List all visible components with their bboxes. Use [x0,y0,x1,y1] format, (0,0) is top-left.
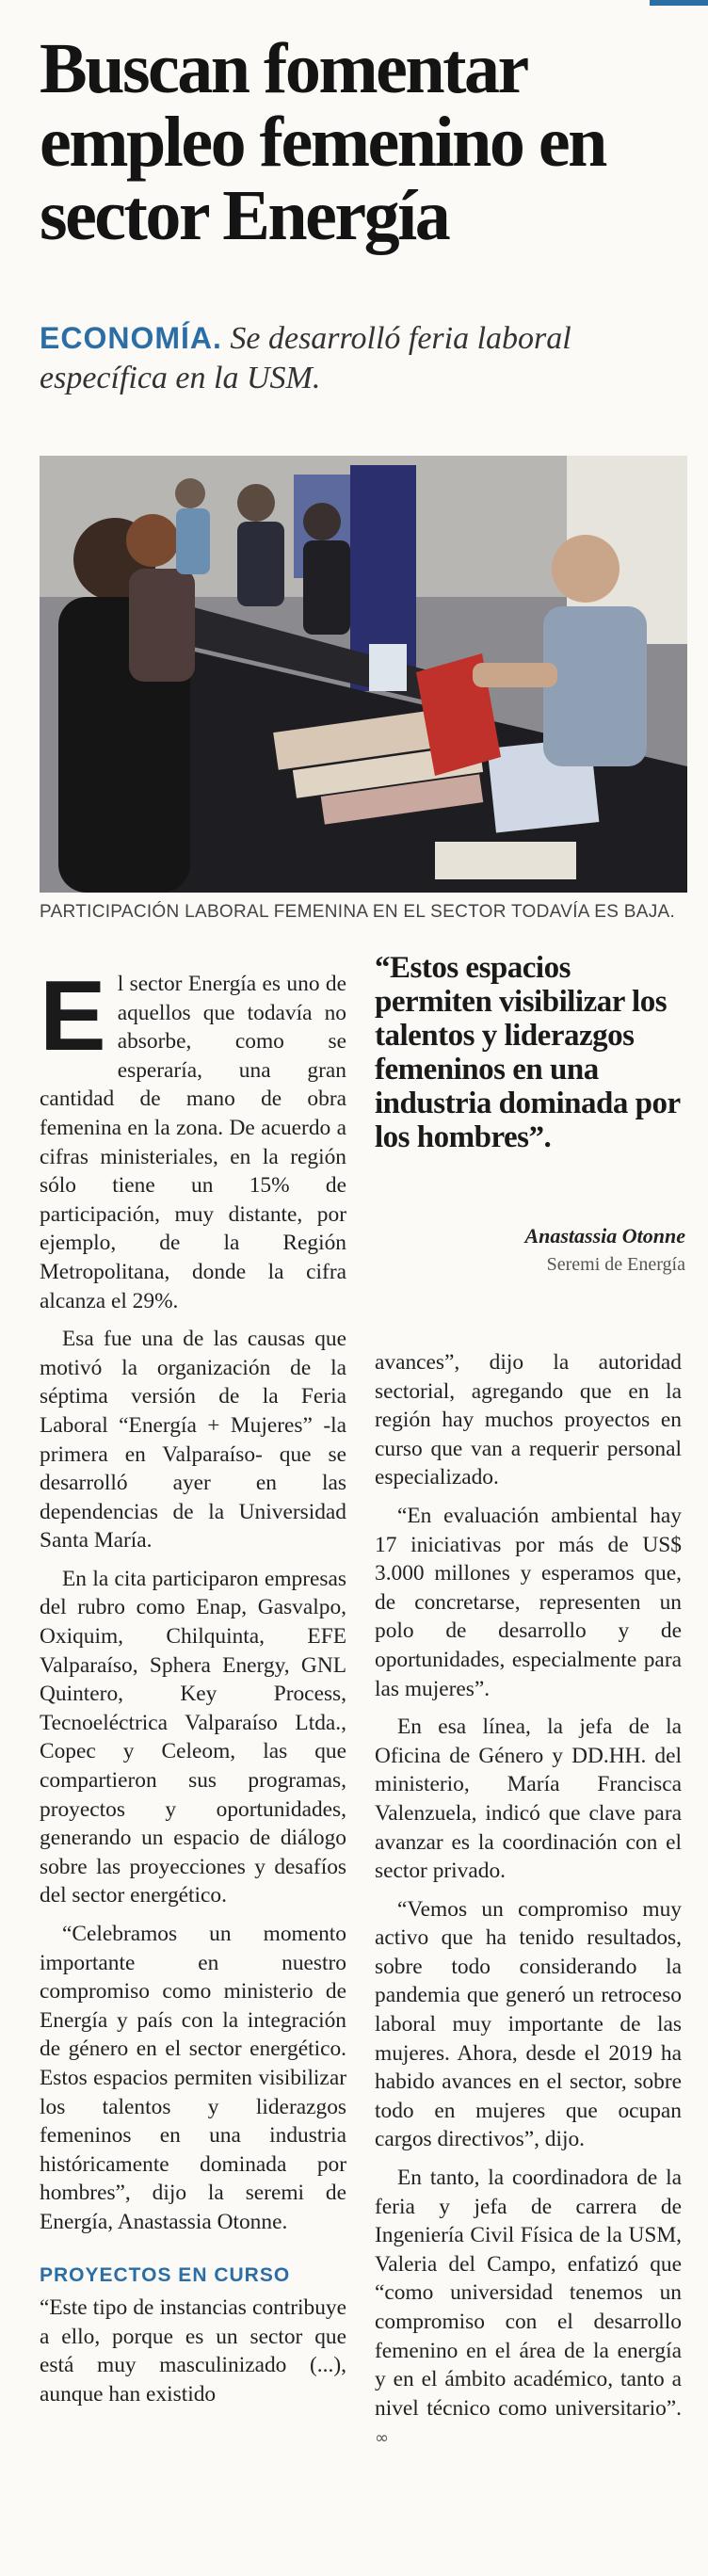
text-column-left [40,960,346,2419]
fair-photo-illustration [40,456,687,893]
deck-text: Se desarrolló feria laboral específica en la USM. [40,321,571,395]
pull-quote-role: Seremi de Energía [546,1254,685,1275]
pull-quote: “Estos espacios permiten visibilizar los talentos y liderazgos femeninos en una industria dominada por los hombres”. [375,951,680,1154]
paragraph-9: “Vemos un compromiso muy activo que ha tenido resultados, sobre todo considerando la pandemia que generó un retroceso laboral muy importante de las mujeres. Ahora, desde el 2019 ha habido avances en el sector, sobre todo en mujeres que ocupan cargos directivos”, dijo. [375,1896,682,2152]
paragraph-2: Esa fue una de las causas que motivó la organización de la séptima versión de la Feria Laboral “Energía + Mujeres” -la primera en Valparaíso- que se desarrolló ayer en las dependencias de la Universidad Santa María. [40,1327,346,1554]
deck [40,318,680,398]
pull-quote-author: Anastassia Otonne [524,1224,685,1248]
paragraph-10-text: En tanto, la coordinadora de la feria y jefa de carrera de Ingeniería Civil Física de la USM, Valeria del Campo, enfatizó que “como universidad tenemos un compromiso con el desarrollo femenino en el área de la energía y en el ámbito académico, tanto a nivel técnico como universitario”. [375,2165,682,2421]
paragraph-8: En esa línea, la jefa de la Oficina de Género y DD.HH. del ministerio, María Francisca Valenzuela, indicó que clave para avanzar es la coordinación con el sector privado. [375,1715,682,1884]
paragraph-3: En la cita participaron empresas del rubro como Enap, Gasvalpo, Oxiquim, Chilquinta, EFE Valparaíso, Sphera Energy, GNL Quintero, Key Process, Tecnoeléctrica Valparaíso Ltda., Copec y Celeom, las que compartieron sus programas, proyectos y oportunidades, generando un espacio de diálogo sobre las proyecciones y desafíos del sector energético. [40,1566,346,1908]
paragraph-6: avances”, dijo la autoridad sectorial, agregando que en la región hay muchos proyectos en curso que van a requerir personal especializado. [375,1350,682,1490]
paragraph-1-text: l sector Energía es uno de aquellos que todavía no absorbe, como se esperaría, una gran cantidad de mano de obra femenina en la zona. De acuerdo a cifras ministeriales, en la región sólo tiene un 15% de participación, muy distante, por ejemplo, de la Región Metropolitana, donde la cifra alcanza el 29%. [40,972,346,1313]
paragraph-10 [375,2164,682,2454]
section-color-bar [650,0,708,6]
paragraph-5: “Este tipo de instancias contribuye a ello, porque es un sector que está muy masculinizado (...), aunque han existido [40,2295,346,2407]
end-mark-icon: ∞ [375,2428,389,2449]
paragraph-7: “En evaluación ambiental hay 17 iniciativas por más de US$ 3.000 millones y esperamos que, de concretarse, representen un polo de desarrollo y de oportunidades, especialmente para las mujeres”. [375,1503,682,1701]
deck-kicker: ECONOMÍA. [40,321,222,355]
dropcap: E [40,960,106,1071]
paragraph-1 [40,960,346,1315]
text-column-right [375,1348,682,2463]
subhead-proyectos: PROYECTOS EN CURSO [40,2263,291,2286]
photo-caption: PARTICIPACIÓN LABORAL FEMENINA EN EL SECTOR TODAVÍA ES BAJA. [40,902,676,922]
paragraph-4: “Celebramos un momento importante en nuestro compromiso como ministerio de Energía y país con la integración de género en el sector energético. Estos espacios permiten visibilizar los talentos y liderazgos femeninos en una industria históricamente dominada por hombres”, dijo la seremi de Energía, Anastassia Otonne. [40,1922,346,2234]
article-photo [40,456,687,893]
headline: Buscan fomentar empleo femenino en sector Energía [40,29,605,255]
